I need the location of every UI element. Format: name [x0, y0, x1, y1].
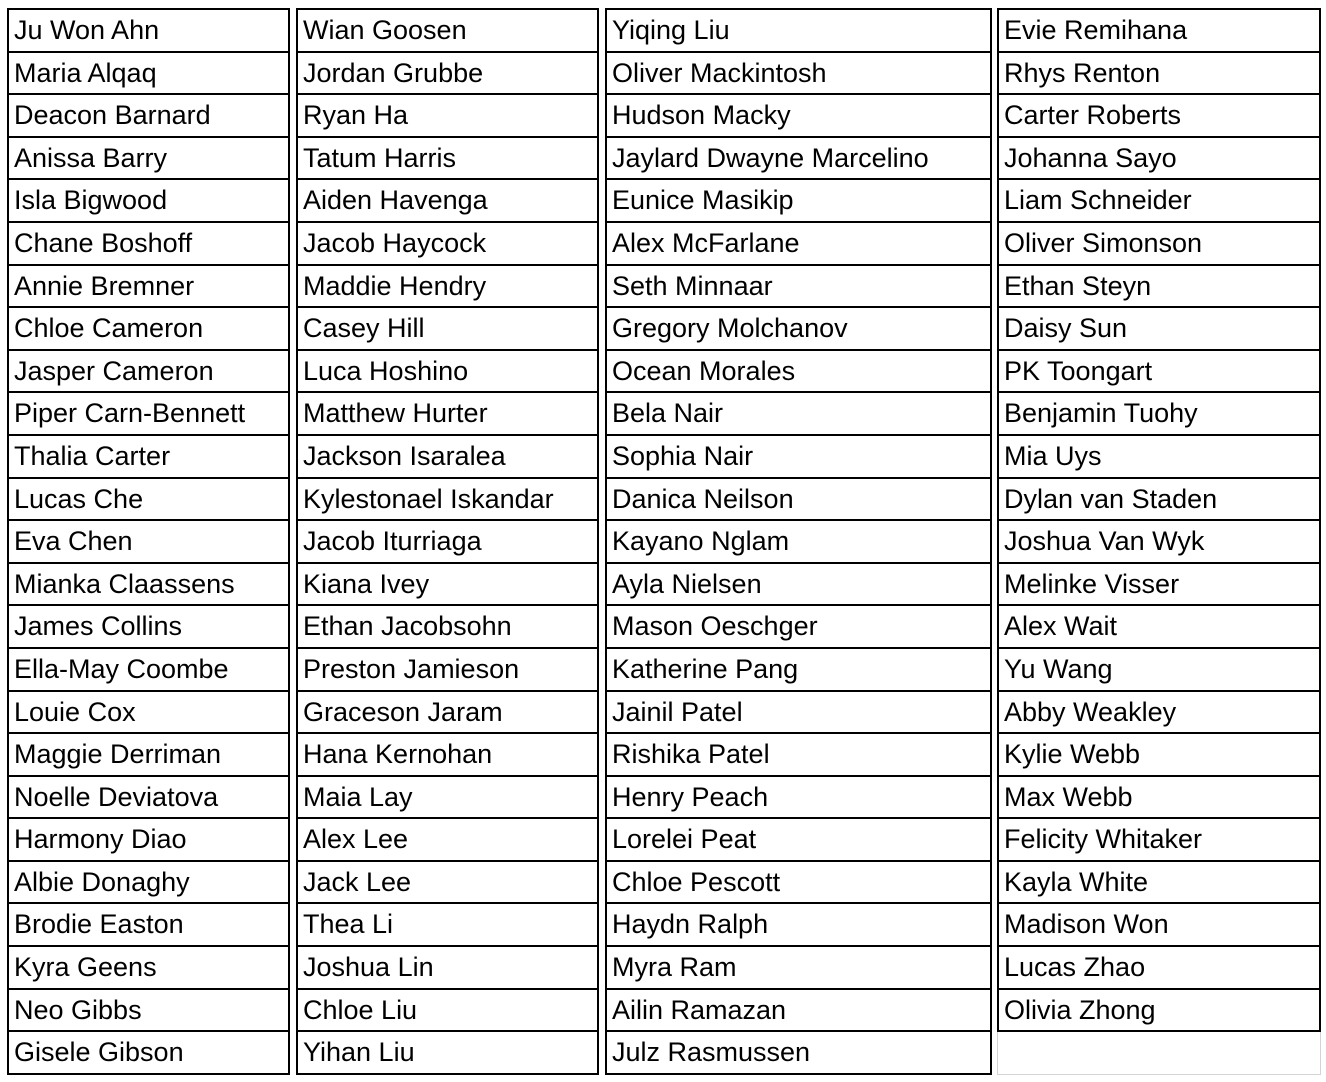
- name-cell[interactable]: Noelle Deviatova: [7, 777, 290, 820]
- name-cell[interactable]: Jacob Haycock: [296, 223, 599, 266]
- name-cell[interactable]: Yihan Liu: [296, 1032, 599, 1075]
- name-cell[interactable]: Louie Cox: [7, 692, 290, 735]
- name-cell[interactable]: Kyra Geens: [7, 947, 290, 990]
- name-cell[interactable]: Graceson Jaram: [296, 692, 599, 735]
- name-cell[interactable]: Aiden Havenga: [296, 180, 599, 223]
- name-cell[interactable]: Henry Peach: [605, 777, 992, 820]
- name-cell[interactable]: Ayla Nielsen: [605, 564, 992, 607]
- name-cell[interactable]: Jasper Cameron: [7, 351, 290, 394]
- name-cell[interactable]: James Collins: [7, 606, 290, 649]
- name-cell[interactable]: Ju Won Ahn: [7, 10, 290, 53]
- name-cell[interactable]: Kayla White: [997, 862, 1321, 905]
- name-cell[interactable]: Max Webb: [997, 777, 1321, 820]
- name-cell[interactable]: Jordan Grubbe: [296, 53, 599, 96]
- name-cell[interactable]: Chloe Pescott: [605, 862, 992, 905]
- name-column-1: [7, 8, 290, 1075]
- name-cell[interactable]: Felicity Whitaker: [997, 819, 1321, 862]
- name-cell[interactable]: Myra Ram: [605, 947, 992, 990]
- name-cell[interactable]: Joshua Van Wyk: [997, 521, 1321, 564]
- name-cell[interactable]: Evie Remihana: [997, 10, 1321, 53]
- name-cell[interactable]: Preston Jamieson: [296, 649, 599, 692]
- name-cell[interactable]: Kayano Nglam: [605, 521, 992, 564]
- name-cell[interactable]: Ethan Jacobsohn: [296, 606, 599, 649]
- name-cell[interactable]: Abby Weakley: [997, 692, 1321, 735]
- name-column-4: [997, 8, 1321, 1075]
- name-cell[interactable]: Brodie Easton: [7, 904, 290, 947]
- name-cell[interactable]: Deacon Barnard: [7, 95, 290, 138]
- name-cell[interactable]: Jack Lee: [296, 862, 599, 905]
- name-cell[interactable]: Maria Alqaq: [7, 53, 290, 96]
- name-cell[interactable]: Hana Kernohan: [296, 734, 599, 777]
- name-cell[interactable]: Piper Carn-Bennett: [7, 393, 290, 436]
- empty-cell[interactable]: [997, 1032, 1321, 1075]
- name-cell[interactable]: Alex McFarlane: [605, 223, 992, 266]
- name-cell[interactable]: Oliver Mackintosh: [605, 53, 992, 96]
- name-cell[interactable]: Melinke Visser: [997, 564, 1321, 607]
- name-cell[interactable]: Jackson Isaralea: [296, 436, 599, 479]
- name-cell[interactable]: PK Toongart: [997, 351, 1321, 394]
- name-cell[interactable]: Maddie Hendry: [296, 266, 599, 309]
- name-cell[interactable]: Luca Hoshino: [296, 351, 599, 394]
- name-cell[interactable]: Katherine Pang: [605, 649, 992, 692]
- name-cell[interactable]: Wian Goosen: [296, 10, 599, 53]
- name-cell[interactable]: Harmony Diao: [7, 819, 290, 862]
- name-cell[interactable]: Isla Bigwood: [7, 180, 290, 223]
- name-cell[interactable]: Eunice Masikip: [605, 180, 992, 223]
- name-cell[interactable]: Ethan Steyn: [997, 266, 1321, 309]
- name-column-3: [605, 8, 992, 1075]
- name-cell[interactable]: Hudson Macky: [605, 95, 992, 138]
- name-cell[interactable]: Bela Nair: [605, 393, 992, 436]
- name-cell[interactable]: Oliver Simonson: [997, 223, 1321, 266]
- name-cell[interactable]: Kylestonael Iskandar: [296, 479, 599, 522]
- name-cell[interactable]: Seth Minnaar: [605, 266, 992, 309]
- name-cell[interactable]: Julz Rasmussen: [605, 1032, 992, 1075]
- name-cell[interactable]: Annie Bremner: [7, 266, 290, 309]
- name-cell[interactable]: Jainil Patel: [605, 692, 992, 735]
- name-cell[interactable]: Eva Chen: [7, 521, 290, 564]
- name-cell[interactable]: Maggie Derriman: [7, 734, 290, 777]
- name-cell[interactable]: Olivia Zhong: [997, 990, 1321, 1033]
- name-cell[interactable]: Ocean Morales: [605, 351, 992, 394]
- name-cell[interactable]: Mason Oeschger: [605, 606, 992, 649]
- name-cell[interactable]: Sophia Nair: [605, 436, 992, 479]
- name-cell[interactable]: Lucas Che: [7, 479, 290, 522]
- name-cell[interactable]: Anissa Barry: [7, 138, 290, 181]
- name-cell[interactable]: Tatum Harris: [296, 138, 599, 181]
- name-cell[interactable]: Gregory Molchanov: [605, 308, 992, 351]
- name-cell[interactable]: Casey Hill: [296, 308, 599, 351]
- name-cell[interactable]: Madison Won: [997, 904, 1321, 947]
- name-cell[interactable]: Yu Wang: [997, 649, 1321, 692]
- name-cell[interactable]: Haydn Ralph: [605, 904, 992, 947]
- name-cell[interactable]: Danica Neilson: [605, 479, 992, 522]
- name-cell[interactable]: Neo Gibbs: [7, 990, 290, 1033]
- name-cell[interactable]: Mianka Claassens: [7, 564, 290, 607]
- name-column-2: [296, 8, 599, 1075]
- name-cell[interactable]: Ailin Ramazan: [605, 990, 992, 1033]
- name-cell[interactable]: Chloe Cameron: [7, 308, 290, 351]
- name-cell[interactable]: Thalia Carter: [7, 436, 290, 479]
- name-cell[interactable]: Kylie Webb: [997, 734, 1321, 777]
- name-cell[interactable]: Alex Wait: [997, 606, 1321, 649]
- name-cell[interactable]: Joshua Lin: [296, 947, 599, 990]
- name-cell[interactable]: Lorelei Peat: [605, 819, 992, 862]
- name-cell[interactable]: Benjamin Tuohy: [997, 393, 1321, 436]
- name-cell[interactable]: Maia Lay: [296, 777, 599, 820]
- name-cell[interactable]: Albie Donaghy: [7, 862, 290, 905]
- name-cell[interactable]: Matthew Hurter: [296, 393, 599, 436]
- name-cell[interactable]: Ella-May Coombe: [7, 649, 290, 692]
- name-cell[interactable]: Gisele Gibson: [7, 1032, 290, 1075]
- name-cell[interactable]: Chloe Liu: [296, 990, 599, 1033]
- name-cell[interactable]: Rishika Patel: [605, 734, 992, 777]
- name-cell[interactable]: Lucas Zhao: [997, 947, 1321, 990]
- name-cell[interactable]: Kiana Ivey: [296, 564, 599, 607]
- name-cell[interactable]: Liam Schneider: [997, 180, 1321, 223]
- name-cell[interactable]: Chane Boshoff: [7, 223, 290, 266]
- name-cell[interactable]: Mia Uys: [997, 436, 1321, 479]
- name-cell[interactable]: Jaylard Dwayne Marcelino: [605, 138, 992, 181]
- name-cell[interactable]: Daisy Sun: [997, 308, 1321, 351]
- name-cell[interactable]: Thea Li: [296, 904, 599, 947]
- name-cell[interactable]: Yiqing Liu: [605, 10, 992, 53]
- name-cell[interactable]: Rhys Renton: [997, 53, 1321, 96]
- name-cell[interactable]: Dylan van Staden: [997, 479, 1321, 522]
- name-cell[interactable]: Johanna Sayo: [997, 138, 1321, 181]
- name-cell[interactable]: Ryan Ha: [296, 95, 599, 138]
- name-cell[interactable]: Jacob Iturriaga: [296, 521, 599, 564]
- name-cell[interactable]: Alex Lee: [296, 819, 599, 862]
- name-cell[interactable]: Carter Roberts: [997, 95, 1321, 138]
